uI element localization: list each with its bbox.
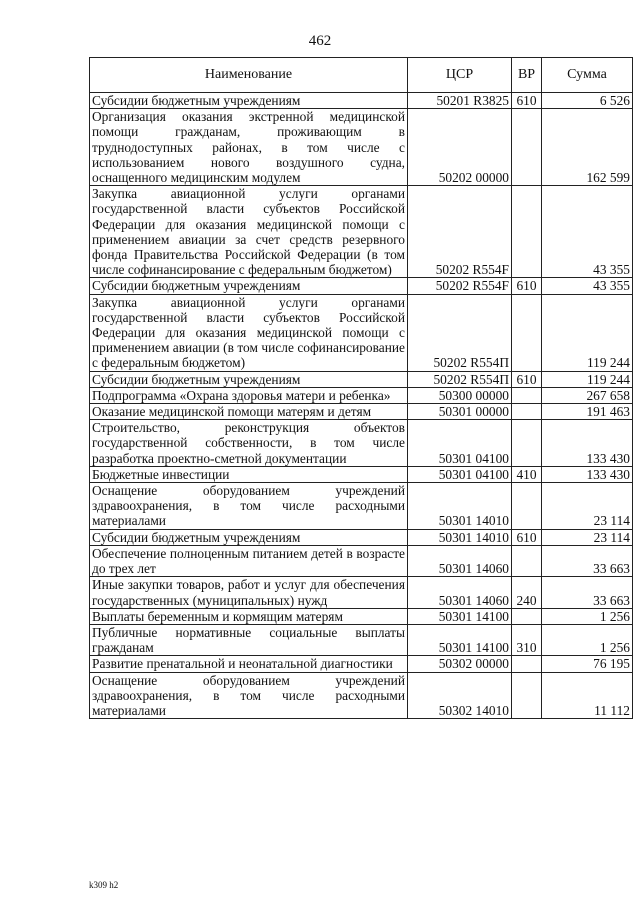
table-row — [90, 624, 633, 655]
row-sum: 133 430 — [542, 420, 633, 467]
row-sum: 119 244 — [542, 371, 633, 387]
row-csr: 50301 14060 — [408, 545, 512, 576]
row-name: Выплаты беременным и кормящим матерям — [90, 608, 408, 624]
row-sum: 43 355 — [542, 186, 633, 278]
row-sum: 76 195 — [542, 656, 633, 672]
table-row — [90, 466, 633, 482]
table-row — [90, 656, 633, 672]
table-row — [90, 483, 633, 530]
row-csr: 50300 00000 — [408, 387, 512, 403]
row-vr — [512, 656, 542, 672]
table-row — [90, 186, 633, 278]
row-csr: 50202 R554П — [408, 294, 512, 371]
row-sum: 162 599 — [542, 109, 633, 186]
table-row — [90, 672, 633, 719]
table-row — [90, 608, 633, 624]
header-sum: Сумма — [542, 58, 633, 93]
row-vr: 610 — [512, 529, 542, 545]
row-vr — [512, 483, 542, 530]
header-name: Наименование — [90, 58, 408, 93]
row-csr: 50202 R554П — [408, 371, 512, 387]
row-vr — [512, 420, 542, 467]
row-sum: 133 430 — [542, 466, 633, 482]
row-name: Закупка авиационной услуги органами государственной власти субъектов Российской Федерации для оказания медицинской помощи с применением авиации (в том числе софинансирование с федеральным бюджетом) — [90, 294, 408, 371]
row-sum: 1 256 — [542, 624, 633, 655]
row-name: Публичные нормативные социальные выплаты гражданам — [90, 624, 408, 655]
table-row — [90, 93, 633, 109]
row-name: Субсидии бюджетным учреждениям — [90, 529, 408, 545]
table-row — [90, 109, 633, 186]
row-sum: 6 526 — [542, 93, 633, 109]
footer-code: k309 h2 — [89, 880, 119, 890]
row-csr: 50202 R554F — [408, 278, 512, 294]
row-name: Развитие пренатальной и неонатальной диагностики — [90, 656, 408, 672]
row-name: Строительство, реконструкция объектов государственной собственности, в том числе разработка проектно-сметной документации — [90, 420, 408, 467]
row-csr: 50301 04100 — [408, 420, 512, 467]
row-csr: 50202 R554F — [408, 186, 512, 278]
row-csr: 50302 14010 — [408, 672, 512, 719]
row-vr — [512, 294, 542, 371]
row-sum: 11 112 — [542, 672, 633, 719]
row-sum: 191 463 — [542, 404, 633, 420]
table-row — [90, 371, 633, 387]
row-sum: 43 355 — [542, 278, 633, 294]
row-vr — [512, 404, 542, 420]
header-vr: ВР — [512, 58, 542, 93]
row-vr — [512, 186, 542, 278]
row-csr: 50301 00000 — [408, 404, 512, 420]
row-sum: 23 114 — [542, 529, 633, 545]
row-name: Организация оказания экстренной медицинской помощи гражданам, проживающим в труднодоступных районах, в том числе с использованием нового воздушного судна, оснащенного медицинским модулем — [90, 109, 408, 186]
row-csr: 50301 14100 — [408, 624, 512, 655]
row-csr: 50301 04100 — [408, 466, 512, 482]
table-row — [90, 278, 633, 294]
row-name: Субсидии бюджетным учреждениям — [90, 93, 408, 109]
row-name: Оказание медицинской помощи матерям и детям — [90, 404, 408, 420]
row-csr: 50301 14010 — [408, 483, 512, 530]
page-number: 462 — [308, 33, 332, 49]
table-row — [90, 545, 633, 576]
row-name: Подпрограмма «Охрана здоровья матери и ребенка» — [90, 387, 408, 403]
row-name: Субсидии бюджетным учреждениям — [90, 278, 408, 294]
row-name: Бюджетные инвестиции — [90, 466, 408, 482]
row-csr: 50301 14010 — [408, 529, 512, 545]
row-csr: 50201 R3825 — [408, 93, 512, 109]
table-row — [90, 577, 633, 608]
table-row — [90, 420, 633, 467]
row-csr: 50302 00000 — [408, 656, 512, 672]
row-vr: 610 — [512, 93, 542, 109]
row-csr: 50202 00000 — [408, 109, 512, 186]
row-name: Закупка авиационной услуги органами государственной власти субъектов Российской Федерации для оказания медицинской помощи с применением авиации за счет средств резервного фонда Правительства Российской Федерации (в том числе софинансирование с федеральным бюджетом) — [90, 186, 408, 278]
header-csr: ЦСР — [408, 58, 512, 93]
table-row — [90, 387, 633, 403]
row-vr: 610 — [512, 278, 542, 294]
row-sum: 33 663 — [542, 577, 633, 608]
table-row — [90, 404, 633, 420]
row-sum: 33 663 — [542, 545, 633, 576]
row-csr: 50301 14100 — [408, 608, 512, 624]
row-csr: 50301 14060 — [408, 577, 512, 608]
table-row — [90, 294, 633, 371]
row-name: Оснащение оборудованием учреждений здравоохранения, в том числе расходными материалами — [90, 483, 408, 530]
row-vr — [512, 109, 542, 186]
row-name: Оснащение оборудованием учреждений здравоохранения, в том числе расходными материалами — [90, 672, 408, 719]
row-sum: 267 658 — [542, 387, 633, 403]
table-row — [90, 529, 633, 545]
row-name: Иные закупки товаров, работ и услуг для обеспечения государственных (муниципальных) нужд — [90, 577, 408, 608]
row-vr — [512, 608, 542, 624]
row-sum: 119 244 — [542, 294, 633, 371]
row-vr — [512, 672, 542, 719]
row-vr: 610 — [512, 371, 542, 387]
row-vr — [512, 545, 542, 576]
row-name: Субсидии бюджетным учреждениям — [90, 371, 408, 387]
row-vr: 310 — [512, 624, 542, 655]
row-name: Обеспечение полноценным питанием детей в возрасте до трех лет — [90, 545, 408, 576]
row-sum: 1 256 — [542, 608, 633, 624]
row-sum: 23 114 — [542, 483, 633, 530]
row-vr: 410 — [512, 466, 542, 482]
budget-table — [89, 57, 633, 719]
row-vr — [512, 387, 542, 403]
row-vr: 240 — [512, 577, 542, 608]
table-header-row — [90, 58, 633, 93]
